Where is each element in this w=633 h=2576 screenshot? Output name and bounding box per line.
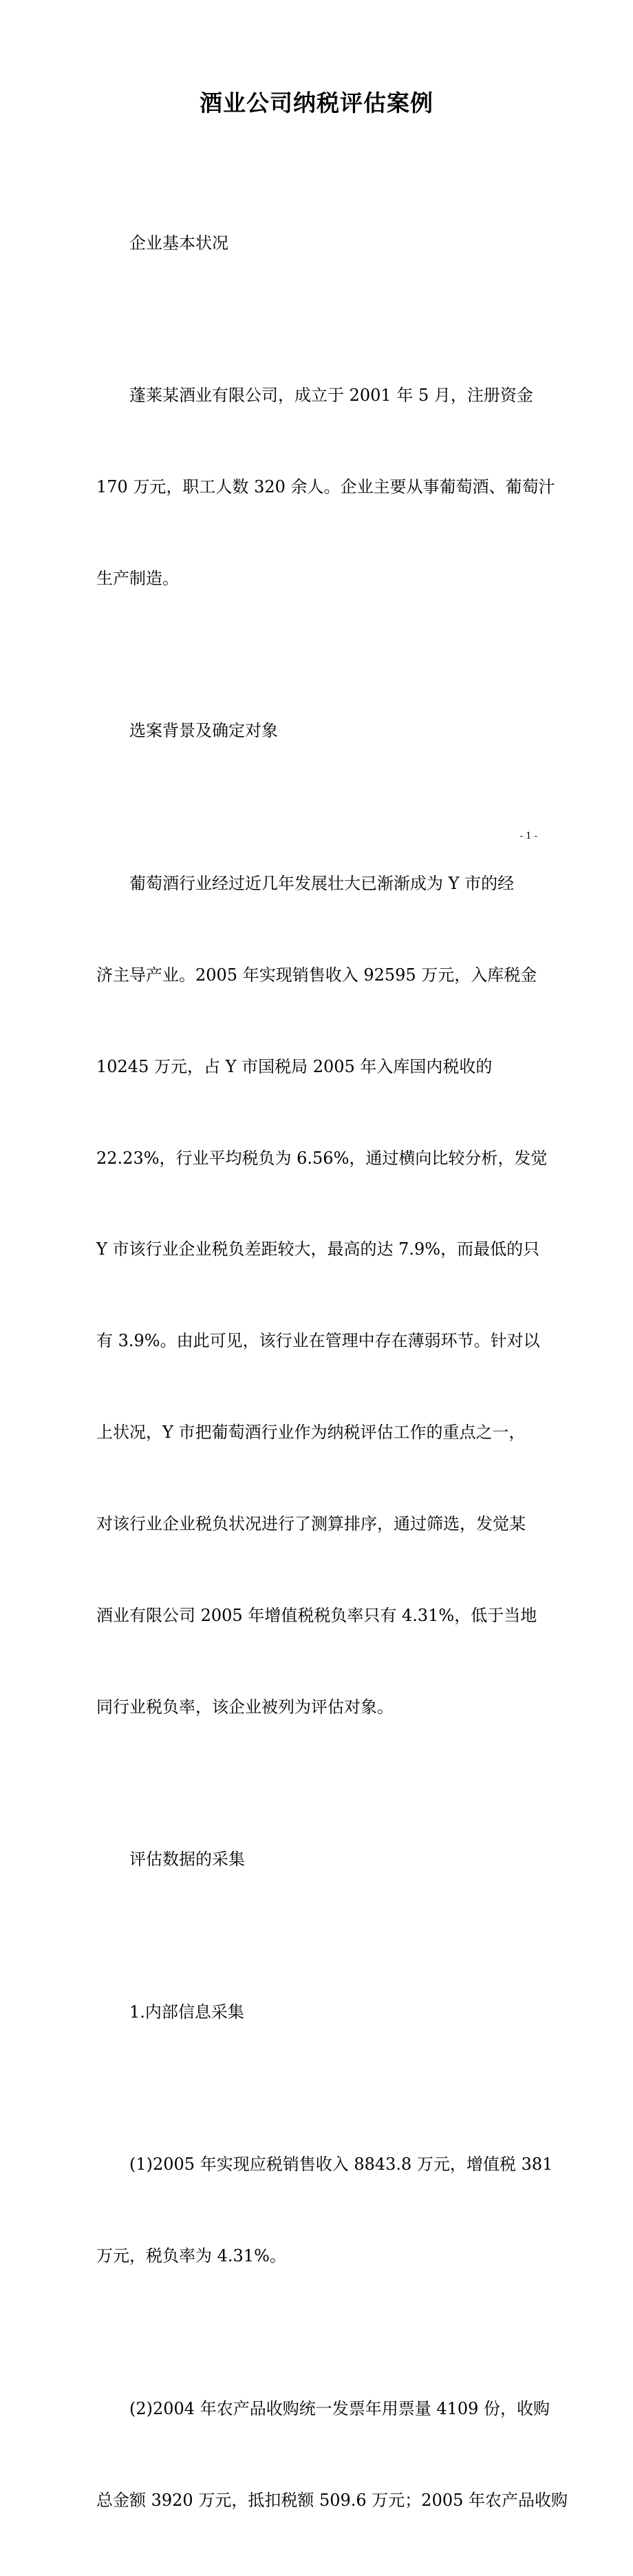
text-line: 10245 万元，占 Y 市国税局 2005 年入库国内税收的 (96, 1056, 493, 1076)
text-line: 对该行业企业税负状况进行了测算排序，通过筛选，发觉某 (96, 1514, 526, 1534)
list-item-2 (96, 2332, 568, 2576)
subheading-internal-info (96, 1936, 544, 2088)
text-line: 总金额 3920 万元，抵扣税额 509.6 万元；2005 年农产品收购 (96, 2490, 568, 2510)
text-line: 170 万元，职工人数 320 余人。企业主要从事葡萄酒、葡萄汁 (96, 477, 555, 496)
section-heading-basic-status (96, 167, 544, 319)
text-line: 评估数据的采集 (129, 1850, 245, 1870)
text-line: (1)2005 年实现应税销售收入 8843.8 万元，增值税 381 (129, 2155, 553, 2175)
text-line: Y 市该行业企业税负差距较大，最高的达 7.9%，而最低的只 (96, 1239, 540, 1259)
text-line: 有 3.9%。由此可见，该行业在管理中存在薄弱环节。针对以 (96, 1331, 540, 1351)
section-heading-data-collection (96, 1783, 544, 1936)
text-line: 酒业有限公司 2005 年增值税税负率只有 4.31%，低于当地 (96, 1605, 537, 1625)
text-line: 同行业税负率，该企业被列为评估对象。 (96, 1697, 394, 1717)
text-line: 万元，税负率为 4.31%。 (96, 2246, 286, 2266)
text-line: 22.23%，行业平均税负为 6.56%，通过横向比较分析，发觉 (96, 1148, 548, 1168)
text-line: 选案背景及确定对象 (129, 721, 278, 741)
page-number: - 1 - (519, 831, 537, 841)
text-line: 蓬莱某酒业有限公司，成立于 2001 年 5 月，注册资金 (129, 386, 533, 406)
section-heading-selection (96, 655, 544, 807)
text-line: 生产制造。 (96, 568, 179, 588)
text-line: (2)2004 年农产品收购统一发票年用票量 4109 份，收购 (129, 2398, 550, 2418)
paragraph-selection-background (96, 807, 548, 1783)
text-line: 1.内部信息采集 (129, 2002, 244, 2022)
list-item-1 (96, 2088, 553, 2332)
paragraph-company-intro (96, 319, 555, 654)
text-line: 葡萄酒行业经过近几年发展壮大已渐渐成为 Y 市的经 (129, 873, 515, 893)
text-line: 上状况，Y 市把葡萄酒行业作为纳税评估工作的重点之一， (96, 1423, 526, 1443)
text-line: 济主导产业。2005 年实现销售收入 92595 万元，入库税金 (96, 965, 537, 985)
document-title: 酒业公司纳税评估案例 (200, 90, 433, 116)
text-line: 企业基本状况 (129, 233, 228, 253)
document-body (96, 167, 568, 2576)
